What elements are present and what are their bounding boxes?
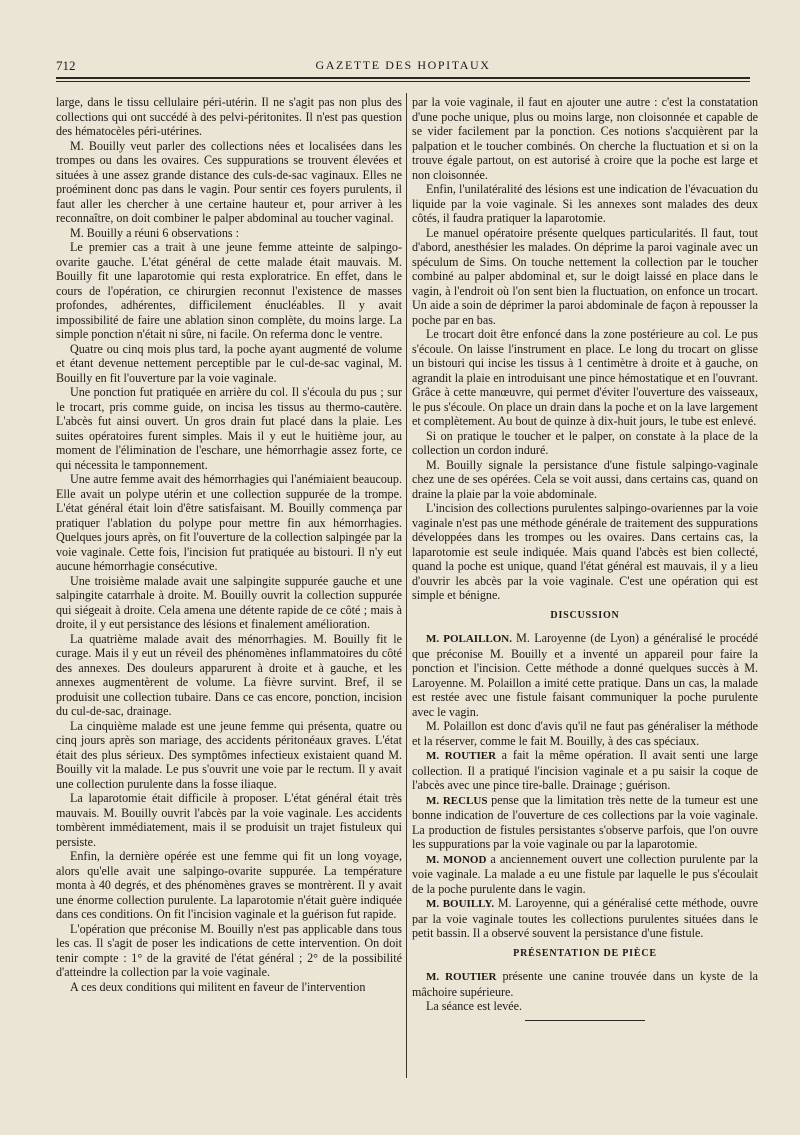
speaker-paragraph (412, 852, 758, 897)
paragraph: M. Bouilly signale la persistance d'une fistule salpingo-vaginale chez une de ses opérées. Cela se voit aussi, dans certains cas, quand on draine la plaie par la voie abdominale. (412, 457, 758, 501)
paragraph: Une ponction fut pratiquée en arrière du col. Il s'écoula du pus ; sur le trocart, pris comme guide, on incisa les tissus au thermo-cautère. L'abcès fut ainsi ouvert. Un gros drain fut placé dans la plaie. Les suites opératoires furent simples. Mais il y eut le huitième jour, au moment de l'élimination de l'eschare, une hémorrhagie assez forte, ce qui nécessita le tamponnement. (56, 385, 402, 472)
speaker-paragraph (412, 719, 758, 748)
column-divider (406, 93, 407, 1078)
paragraph: Le premier cas a trait à une jeune femme atteinte de salpingo-ovarite gauche. L'état général de cette malade était mauvais. M. Bouilly fit une laparotomie qui resta exploratrice. En effet, dans le cours de l'opération, ce chirurgien reconnut l'existence de masses profondes, adhérentes, difficilement énucléables. Il y avait impossibilité de faire une ablation sinon complète, du moins large. La simple ponction n'était ni sûre, ni facile. On referma donc le ventre. (56, 240, 402, 341)
paragraph: large, dans le tissu cellulaire péri-utérin. Il ne s'agit pas non plus des collections qui ont succédé à des pelvi-péritonites. Il n'est pas question des hématocèles péri-utérines. (56, 95, 402, 138)
speaker-paragraph (412, 793, 758, 852)
paragraph: Le trocart doit être enfoncé dans la zone postérieure au col. Le pus s'écoule. On laisse l'instrument en place. Le long du trocart on glisse un bistouri qui incise les tissus à 1 centimètre à droite et à gauche, on agrandit la plaie en introduisant une pince hémostatique et en l'ouvrant. Grâce à cette manœuvre, qui permet d'éviter l'ouverture des vaisseaux, le pus s'écoule. On place un drain dans la poche et on la lave largement et complètement. Au bout de quinze à dix-huit jours, le tube est enlevé. (412, 327, 758, 428)
paragraph: Quatre ou cinq mois plus tard, la poche ayant augmenté de volume et étant devenue nettement perceptible par le cul-de-sac vaginal, M. Bouilly en fit l'ouverture par la voie vaginale. (56, 341, 402, 385)
paragraph: Une troisième malade avait une salpingite suppurée gauche et une salpingite catarrhale à droite. M. Bouilly ouvrit la collection suppurée qui siégeait à droite. Cela amena une détente rapide de ce côté ; mais à droite, il y eut persistance des lésions et finalement amélioration. (56, 573, 402, 631)
paragraph: L'opération que préconise M. Bouilly n'est pas applicable dans tous les cas. Il s'agit de poser les indications de cette intervention. On doit tenir compte : 1° de la gravité de l'état général ; 2° de la possibilité d'atteindre la collection par la voie vaginale. (56, 921, 402, 979)
paragraph: Une autre femme avait des hémorrhagies qui l'anémiaient beaucoup. Elle avait un polype utérin et une collection suppurée de la trompe. L'état général était loin d'être satisfaisant. M. Bouilly commença par pratiquer l'ablation du polype pour mettre fin aux hémorrhagies. Quelques jours après, on fit l'ouverture de la collection salpingée par la voie vaginale. Cette fois, l'incision fut pratiquée au bistouri. Il n'y eut aucune hémorrhagie consécutive. (56, 472, 402, 573)
speaker-text: pense que la limitation très nette de la tumeur est une bonne indication de l'ouverture de ces collections par la voie vaginale. La production de fistules persistantes s'observe parfois, que l'on ouvre les suppurations par la voie vaginale ou par la laparotomie. (412, 792, 758, 851)
left-column (56, 95, 402, 994)
journal-title: GAZETTE DES HOPITAUX (315, 58, 491, 72)
speaker-name: M. RECLUS (426, 794, 492, 807)
speaker-paragraph (412, 748, 758, 793)
speaker-name: M. ROUTIER (426, 750, 502, 762)
closing-line: La séance est levée. (426, 999, 523, 1013)
paragraph: Enfin, la dernière opérée est une femme qui fit un long voyage, alors qu'elle avait une salpingo-ovarite suppurée. La température monta à 40 degrés, et des phénomènes graves se montrèrent. Il y avait une énorme collection purulente. La laparotomie n'était guère indiquée dans ces conditions. On fit l'incision vaginale et la guérison fut rapide. (56, 849, 402, 921)
paragraph: M. Bouilly a réuni 6 observations : (70, 225, 239, 240)
header-rule-thin (56, 81, 750, 82)
page-header (56, 58, 750, 78)
section-heading-presentation: PRÉSENTATION DE PIÈCE (513, 947, 657, 959)
speaker-name: M. ROUTIER (426, 971, 503, 983)
speaker-text: M. Polaillon est donc d'avis qu'il ne faut pas généraliser la méthode et la réserver, comme le fait M. Bouilly, à des cas spéciaux. (412, 719, 758, 748)
paragraph: Le manuel opératoire présente quelques particularités. Il faut, tout d'abord, anesthésier les malades. On déprime la paroi vaginale avec un spéculum de Sims. On touche nettement la collection par le toucher combiné au palper abdominal et, sur le doigt laissé en place dans le vagin, à l'endroit où l'on sent bien la fluctuation, on enfonce un trocart. Un aide a soin de déprimer la paroi abdominale de façon à repousser la poche par en bas. (412, 225, 758, 327)
page-number: 712 (56, 58, 76, 73)
speaker-paragraph (412, 896, 758, 941)
paragraph: M. Bouilly veut parler des collections nées et localisées dans les trompes ou dans les ovaires. Ces suppurations se trouvent élevées et situées à une assez grande distance des culs-de-sac vaginaux. Elles ne proéminent donc pas dans le vagin. Pour sentir ces foyers purulents, il faut aller les chercher à une certaine hauteur et, pour arriver à les reconnaître, on doit combiner le palper abdominal au toucher vaginal. (56, 138, 402, 225)
speaker-paragraph (412, 631, 758, 719)
speaker-text: M. Laroyenne, qui a généralisé cette méthode, ouvre par la voie vaginale toutes les collections purulentes situées dans le petit bassin. Il a observé souvent la persistance d'une fistule. (412, 896, 758, 940)
paragraph: A ces deux conditions qui militent en faveur de l'intervention (70, 979, 366, 994)
speaker-name: M. MONOD (426, 853, 491, 866)
speaker-text: M. Laroyenne (de Lyon) a généralisé le procédé que préconise M. Bouilly et a inventé un appareil pour faire la ponction et l'incision. Cette méthode a donné quelques succès à M. Laroyenne. M. Polaillon a imité cette pratique. Dans un cas, la malade est restée avec une fistule faisant communiquer la poche purulente avec le vagin. (412, 631, 758, 719)
end-rule (525, 1020, 645, 1021)
paragraph: La quatrième malade avait des ménorrhagies. M. Bouilly fit le curage. Mais il y eut un réveil des phénomènes inflammatoires du côté des annexes. Des douleurs apparurent à droite et à gauche, et les annexes augmentèrent de volume. La fièvre survint. Bref, il se produisit une collection tubaire. Dans ce cas encore, ponction, incision du cul-de-sac, drainage. (56, 631, 402, 718)
paragraph: Si on pratique le toucher et le palper, on constate à la place de la collection un cordon induré. (412, 428, 758, 457)
paragraph: par la voie vaginale, il faut en ajouter une autre : c'est la constatation d'une poche unique, plus ou moins large, non cloisonnée et capable de se vider facilement par la ponction. Ces notions s'acquièrent par la palpation et le toucher combinés. On cherche la fluctuation et si on la trouve égale partout, on est autorisé à croire que la poche est large et non cloisonnée. (412, 95, 758, 182)
paragraph: Enfin, l'unilatéralité des lésions est une indication de l'évacuation du liquide par la voie vaginale. Si les annexes sont malades des deux côtés, il faudra pratiquer la laparotomie. (412, 182, 758, 225)
speaker-text: a fait la même opération. Il avait senti une large collection. Il a pratiqué l'incision vaginale et a pu saisir la coque de l'abcès avec une pince tire-balle. Drainage ; guérison. (412, 748, 758, 792)
speaker-name: M. POLAILLON. (426, 633, 517, 645)
speaker-paragraph (412, 969, 758, 999)
speaker-text: présente une canine trouvée dans un kyste de la mâchoire supérieure. (412, 969, 758, 999)
paragraph: La laparotomie était difficile à proposer. L'état général était très mauvais. M. Bouilly ouvrit l'abcès par la voie vaginale. Les accidents tombèrent immédiatement, mais il se produisit un trajet fistuleux qui persiste. (56, 791, 402, 849)
speaker-text: a anciennement ouvert une collection purulente par la voie vaginale. La malade a eu une fistule par laquelle le pus s'écoulait de la poche purulente dans le vagin. (412, 851, 758, 896)
right-column (412, 95, 758, 1021)
speaker-name: M. BOUILLY. (426, 898, 498, 910)
header-rule (56, 77, 750, 79)
paragraph: L'incision des collections purulentes salpingo-ovariennes par la voie vaginale n'est pas une méthode générale de traitement des suppurations développées dans les trompes ou les ovaires. Dans certains cas, la laparotomie est seule indiquée. Mais quand l'abcès est bien collecté, quand la poche est unique, quand l'état général est mauvais, il y a lieu d'ouvrir les abcès par la voie vaginale. C'est une opération qui est simple et bénigne. (412, 501, 758, 602)
paragraph: La cinquième malade est une jeune femme qui présenta, quatre ou cinq jours après son mariage, des accidents péritonéaux graves. L'état était des plus sérieux. Des symptômes infectieux existaient quand M. Bouilly vit la malade. Le pus s'ouvrit une voie par le rectum. Il y avait une collection purulente dans la fosse iliaque. (56, 718, 402, 791)
section-heading-discussion: DISCUSSION (550, 609, 620, 621)
